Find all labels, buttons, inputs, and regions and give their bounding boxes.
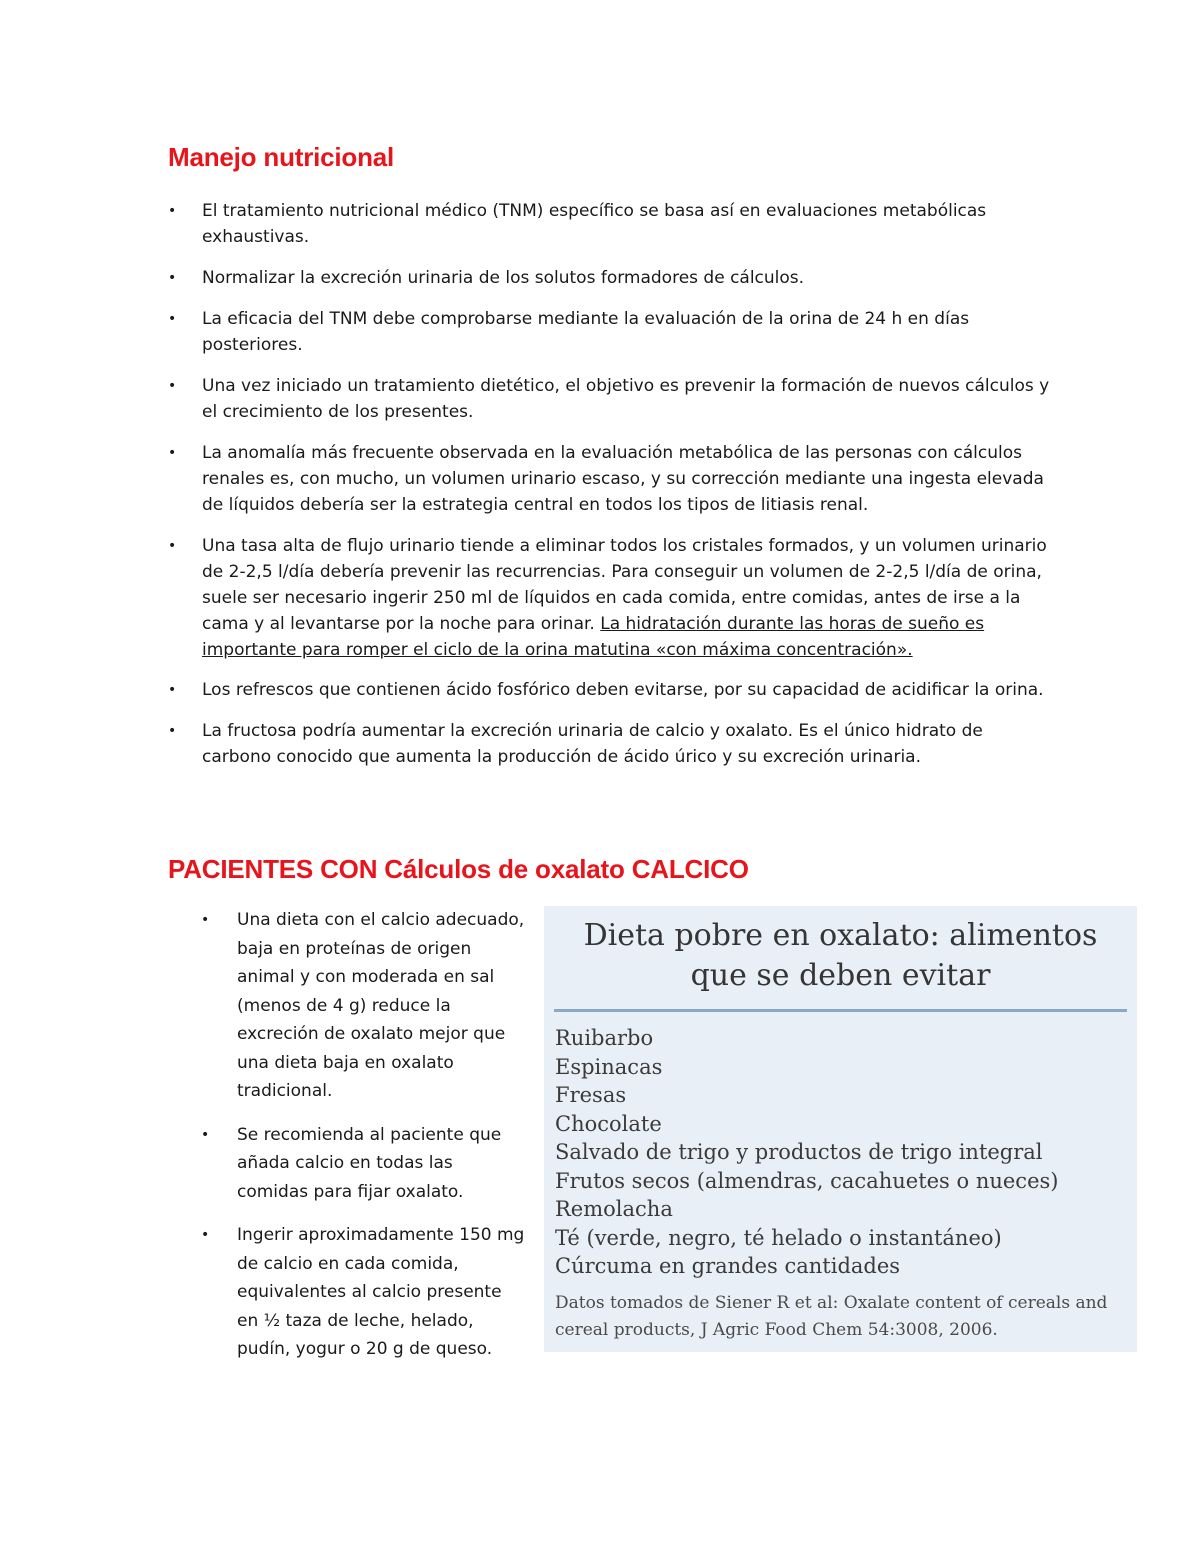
figure-divider xyxy=(554,1009,1127,1012)
oxalate-diet-figure xyxy=(544,906,1137,1352)
section-heading-manejo-nutricional: Manejo nutricional xyxy=(168,142,395,172)
bullet-icon: • xyxy=(168,270,177,286)
list-item: • Ingerir aproximadamente 150 mg de calcio en cada comida, equivalentes al calcio presente en ½ taza de leche, helado, pudín, yogur o 20 g de queso. xyxy=(237,1221,527,1364)
bullet-icon: • xyxy=(168,445,177,461)
bullet-icon: • xyxy=(168,378,177,394)
list-item: • Se recomienda al paciente que añada calcio en todas las comidas para fijar oxalato. xyxy=(237,1121,527,1207)
figure-title: Dieta pobre en oxalato: alimentos que se deben evitar xyxy=(583,918,1098,993)
foods-to-avoid-list xyxy=(555,1024,1058,1281)
food-item: Fresas xyxy=(555,1083,627,1107)
bullet-icon: • xyxy=(168,682,177,698)
food-item: Espinacas xyxy=(555,1054,663,1079)
list-item: • Una dieta con el calcio adecuado, baja en proteínas de origen animal y con moderada en sal (menos de 4 g) reduce la excreción de oxalato mejor que una dieta baja en oxalato tradicional. xyxy=(237,906,527,1106)
bullet-icon: • xyxy=(168,538,177,554)
bullet-icon: • xyxy=(168,723,177,739)
bullet-list-oxalato xyxy=(201,906,527,1379)
figure-source-citation: Datos tomados de Siener R et al: Oxalate content of cereals and cereal products, J Agric Food Chem 54:3008, 2006. xyxy=(555,1293,1108,1340)
bullet-icon: • xyxy=(201,1126,210,1143)
bullet-icon: • xyxy=(168,203,177,219)
list-item: • Una tasa alta de flujo urinario tiende a eliminar todos los cristales formados, y un volumen urinario de 2-2,5 l/día debería prevenir las recurrencias. Para conseguir un volumen de 2-2,5 l/día de orina, suele ser necesario ingerir 250 ml de líquidos en cada comida, entre comidas, antes de irse a la cama y al levantarse por la noche para orinar. La hidratación durante las horas de sueño es importante para romper el ciclo de la orina matutina «con máxima concentración». xyxy=(202,533,1052,663)
section-heading-oxalato-calcico: PACIENTES CON Cálculos de oxalato CALCICO xyxy=(168,854,749,884)
bullet-icon: • xyxy=(168,311,177,327)
list-item: • Una vez iniciado un tratamiento dietético, el objetivo es prevenir la formación de nuevos cálculos y el crecimiento de los presentes. xyxy=(202,373,1052,425)
bullet-icon: • xyxy=(201,1227,210,1243)
food-item: Frutos secos (almendras, cacahuetes o nueces) xyxy=(555,1168,1059,1193)
food-item: Cúrcuma en grandes cantidades xyxy=(555,1254,901,1278)
list-item: • El tratamiento nutricional médico (TNM) específico se basa así en evaluaciones metabólicas exhaustivas. xyxy=(202,198,1052,250)
list-item: • Los refrescos que contienen ácido fosfórico deben evitarse, por su capacidad de acidificar la orina. xyxy=(202,677,1052,703)
underlined-sentence: La hidratación durante las horas de sueño es importante para romper el ciclo de la orina matutina «con máxima concentración». xyxy=(202,614,985,660)
food-item: Té (verde, negro, té helado o instantáneo) xyxy=(555,1225,1002,1250)
bullet-list-manejo xyxy=(168,198,1052,785)
list-item: • La eficacia del TNM debe comprobarse mediante la evaluación de la orina de 24 h en días posteriores. xyxy=(202,306,1052,358)
food-item: Salvado de trigo y productos de trigo integral xyxy=(555,1140,1043,1164)
food-item: Chocolate xyxy=(555,1111,662,1136)
list-item: • La fructosa podría aumentar la excreción urinaria de calcio y oxalato. Es el único hidrato de carbono conocido que aumenta la producción de ácido úrico y su excreción urinaria. xyxy=(202,718,1052,770)
food-item: Ruibarbo xyxy=(555,1026,654,1050)
food-item: Remolacha xyxy=(555,1197,673,1221)
list-item: • Normalizar la excreción urinaria de los solutos formadores de cálculos. xyxy=(202,265,1052,291)
bullet-icon: • xyxy=(201,912,210,928)
list-item: • La anomalía más frecuente observada en la evaluación metabólica de las personas con cálculos renales es, con mucho, un volumen urinario escaso, y su corrección mediante una ingesta elevada de líquidos debería ser la estrategia central en todos los tipos de litiasis renal. xyxy=(202,440,1052,518)
